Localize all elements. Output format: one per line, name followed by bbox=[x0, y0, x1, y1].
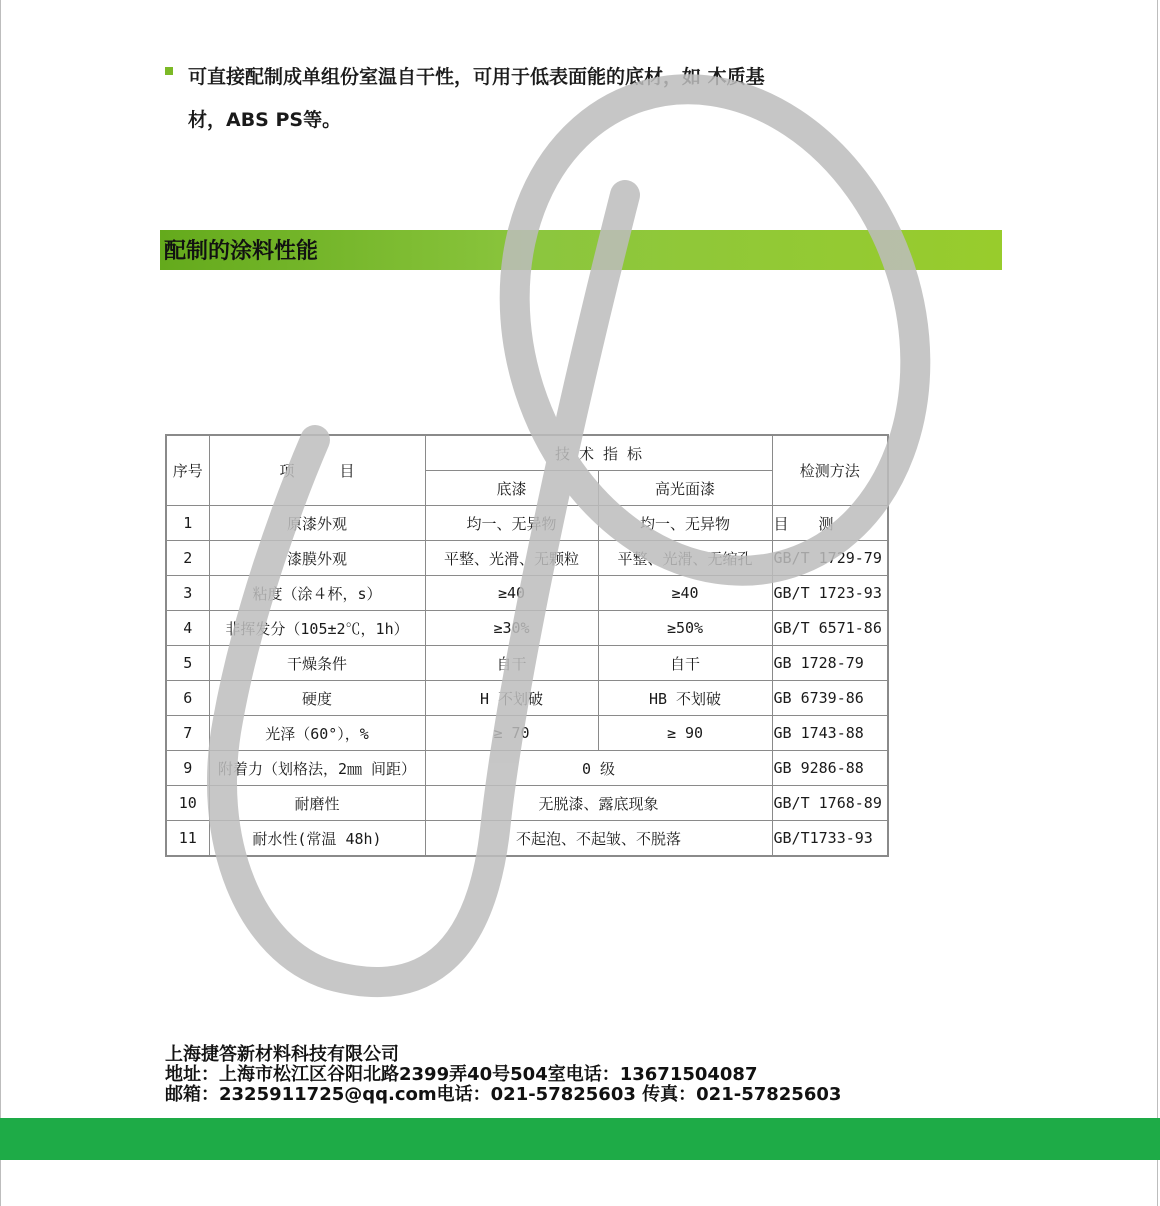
cell-method: GB 1743-88 bbox=[772, 716, 888, 751]
cell-method: 目 测 bbox=[772, 506, 888, 541]
company-email: 邮箱：2325911725@qq.com电话：021-57825603 传真：021-57825603 bbox=[165, 1084, 842, 1105]
cell-topcoat: ≥ 90 bbox=[598, 716, 772, 751]
bullet-line-2: 材，ABS PS等。 bbox=[188, 109, 342, 131]
section-title: 配制的涂料性能 bbox=[164, 239, 319, 264]
company-name: 上海捷答新材料科技有限公司 bbox=[165, 1044, 399, 1065]
table-row bbox=[166, 681, 888, 716]
table-row bbox=[166, 646, 888, 681]
cell-topcoat: HB 不划破 bbox=[598, 681, 772, 716]
table-row bbox=[166, 821, 888, 857]
header-indicators: 技 术 指 标 bbox=[425, 435, 772, 471]
cell-item: 漆膜外观 bbox=[209, 541, 425, 576]
section-header-bar bbox=[160, 230, 1002, 270]
bullet-line-1: 可直接配制成单组份室温自干性，可用于低表面能的底材，如 木质基 bbox=[188, 66, 765, 88]
cell-merged-value: 0 级 bbox=[425, 751, 772, 786]
company-contact bbox=[165, 1045, 841, 1105]
table-row bbox=[166, 576, 888, 611]
page-right-border bbox=[1157, 0, 1158, 1206]
cell-method: GB/T 1723-93 bbox=[772, 576, 888, 611]
bullet-square-icon bbox=[165, 67, 173, 75]
cell-method: GB/T 6571-86 bbox=[772, 611, 888, 646]
table-row bbox=[166, 786, 888, 821]
table-header-row bbox=[166, 435, 888, 471]
cell-method: GB 6739-86 bbox=[772, 681, 888, 716]
cell-seq: 6 bbox=[166, 681, 209, 716]
table-row bbox=[166, 716, 888, 751]
page-left-border bbox=[0, 0, 1, 1206]
cell-seq: 4 bbox=[166, 611, 209, 646]
cell-item: 硬度 bbox=[209, 681, 425, 716]
cell-primer: 自干 bbox=[425, 646, 598, 681]
cell-seq: 3 bbox=[166, 576, 209, 611]
cell-primer: ≥40 bbox=[425, 576, 598, 611]
cell-method: GB/T 1729-79 bbox=[772, 541, 888, 576]
table-row bbox=[166, 611, 888, 646]
table-row bbox=[166, 751, 888, 786]
company-address: 地址：上海市松江区谷阳北路2399弄40号504室电话：13671504087 bbox=[165, 1064, 758, 1085]
header-item: 项 目 bbox=[209, 435, 425, 506]
cell-topcoat: 均一、无异物 bbox=[598, 506, 772, 541]
header-seq: 序号 bbox=[166, 435, 209, 506]
cell-item: 耐磨性 bbox=[209, 786, 425, 821]
feature-bullet bbox=[165, 56, 865, 142]
cell-seq: 11 bbox=[166, 821, 209, 857]
cell-primer: ≥30% bbox=[425, 611, 598, 646]
cell-item: 干燥条件 bbox=[209, 646, 425, 681]
cell-topcoat: ≥40 bbox=[598, 576, 772, 611]
cell-primer: H 不划破 bbox=[425, 681, 598, 716]
cell-item: 光泽（60°），% bbox=[209, 716, 425, 751]
cell-primer: 平整、光滑、无颗粒 bbox=[425, 541, 598, 576]
cell-item: 耐水性(常温 48h) bbox=[209, 821, 425, 857]
cell-item: 附着力（划格法，2㎜ 间距） bbox=[209, 751, 425, 786]
cell-seq: 7 bbox=[166, 716, 209, 751]
cell-topcoat: 自干 bbox=[598, 646, 772, 681]
cell-primer: ≥ 70 bbox=[425, 716, 598, 751]
cell-seq: 2 bbox=[166, 541, 209, 576]
cell-method: GB/T 1768-89 bbox=[772, 786, 888, 821]
cell-merged-value: 无脱漆、露底现象 bbox=[425, 786, 772, 821]
cell-seq: 1 bbox=[166, 506, 209, 541]
table-row bbox=[166, 541, 888, 576]
cell-seq: 10 bbox=[166, 786, 209, 821]
cell-item: 非挥发分（105±2℃，1h） bbox=[209, 611, 425, 646]
cell-method: GB/T1733-93 bbox=[772, 821, 888, 857]
table-row bbox=[166, 506, 888, 541]
header-primer: 底漆 bbox=[425, 471, 598, 506]
cell-topcoat: 平整、光滑、无缩孔 bbox=[598, 541, 772, 576]
coating-performance-table bbox=[165, 434, 889, 857]
cell-item: 原漆外观 bbox=[209, 506, 425, 541]
cell-seq: 9 bbox=[166, 751, 209, 786]
header-method: 检测方法 bbox=[772, 435, 888, 506]
bullet-text bbox=[188, 56, 865, 142]
cell-merged-value: 不起泡、不起皱、不脱落 bbox=[425, 821, 772, 857]
cell-seq: 5 bbox=[166, 646, 209, 681]
cell-method: GB 9286-88 bbox=[772, 751, 888, 786]
cell-item: 粘度（涂４杯，s） bbox=[209, 576, 425, 611]
cell-method: GB 1728-79 bbox=[772, 646, 888, 681]
footer-green-bar bbox=[0, 1118, 1160, 1160]
cell-primer: 均一、无异物 bbox=[425, 506, 598, 541]
header-topcoat: 高光面漆 bbox=[598, 471, 772, 506]
cell-topcoat: ≥50% bbox=[598, 611, 772, 646]
